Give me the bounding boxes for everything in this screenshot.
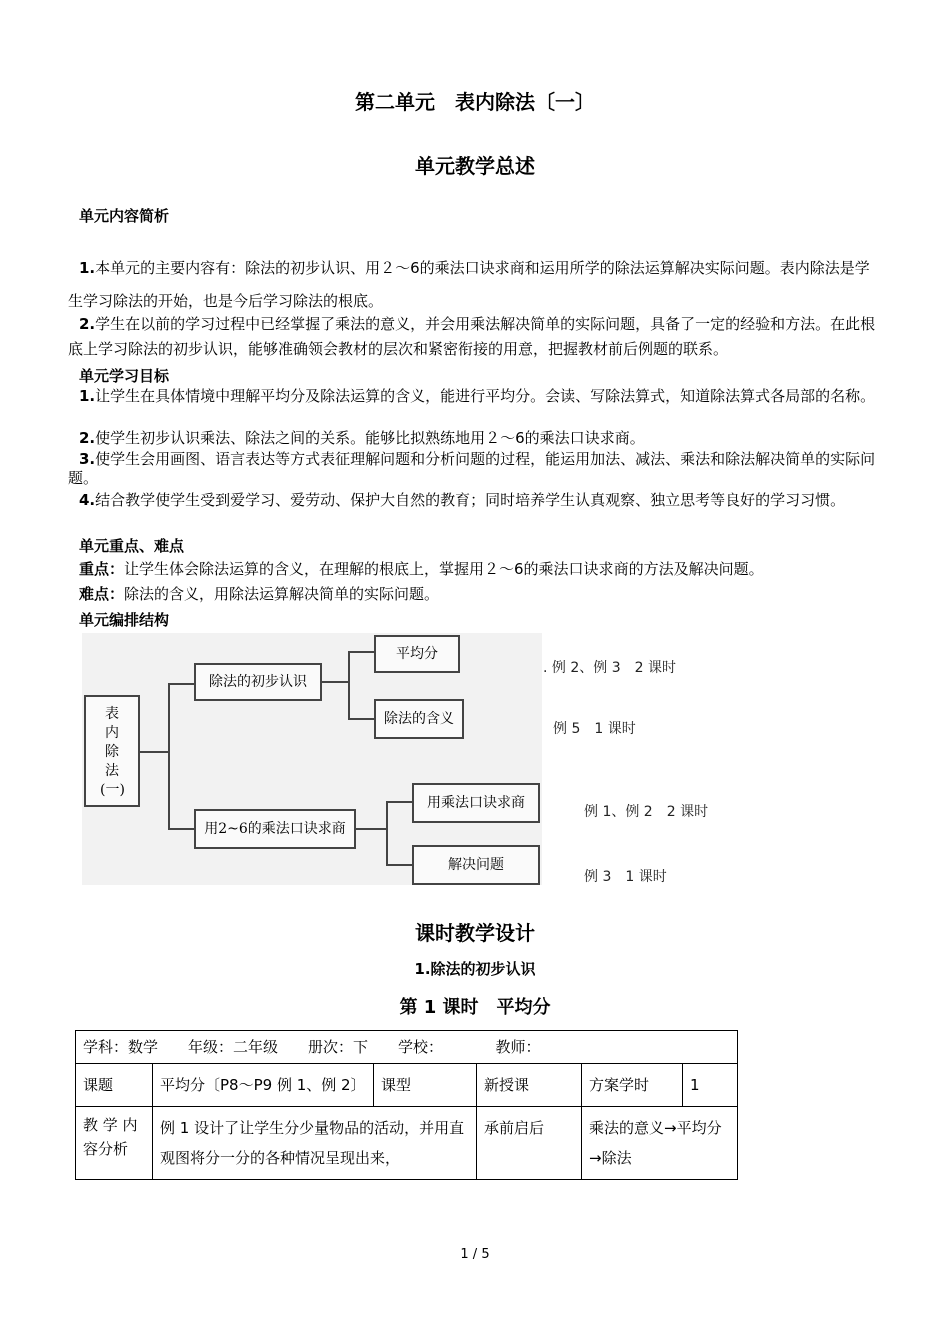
connector-line — [168, 683, 170, 829]
connector-line — [348, 718, 374, 720]
paragraph-number: 1. — [79, 259, 96, 277]
branch1-box: 除法的初步认识 — [194, 663, 322, 701]
paragraph-number: 2. — [79, 315, 96, 333]
goal-item — [68, 429, 883, 448]
table-cell: 1 — [683, 1064, 738, 1107]
connector-line — [140, 751, 168, 753]
table-row — [76, 1031, 738, 1064]
connector-line — [386, 801, 388, 865]
branch2-box: 用2~6的乘法口诀求商 — [194, 809, 356, 849]
key-label: 重点： — [79, 560, 125, 578]
table-header-cell: 学科：数学 年级：二年级 册次：下 学校： 教师： — [76, 1031, 738, 1064]
connector-line — [322, 681, 348, 683]
goal-number: 1. — [79, 387, 96, 405]
goal-text: 使学生会用画图、语言表达等方式表征理解问题和分析问题的过程，能运用加法、减法、乘法和除法解决简单的实际问题。 — [68, 450, 876, 487]
hard-text: 除法的含义，用除法运算解决简单的实际问题。 — [124, 585, 440, 603]
table-cell: 方案学时 — [582, 1064, 683, 1107]
structure-diagram — [82, 633, 542, 885]
key-text: 让学生体会除法运算的含义，在理解的根底上，掌握用２～6的乘法口诀求商的方法及解决问题。 — [124, 560, 764, 578]
goal-number: 4. — [79, 491, 96, 509]
table-cell: 例 1 设计了让学生分少量物品的活动，并用直观图将分一分的各种情况呈现出来， — [153, 1107, 477, 1180]
connector-line — [386, 801, 412, 803]
unit-title: 第二单元 表内除法〔一〕 — [355, 90, 595, 114]
paragraph-text: 学生在以前的学习过程中已经掌握了乘法的意义，并会用乘法解决简单的实际问题，具备了一定的经验和方法。在此根底上学习除法的初步认识，能够准确领会教材的层次和紧密衔接的用意，把握教材前后例题的联系。 — [68, 315, 876, 358]
goal-item — [68, 387, 883, 406]
table-cell: 乘法的意义→平均分→除法 — [582, 1107, 738, 1180]
goal-text: 结合教学使学生受到爱学习、爱劳动、保护大自然的教育；同时培养学生认真观察、独立思考等良好的学习习惯。 — [95, 491, 846, 509]
content-analysis-heading: 单元内容简析 — [79, 207, 170, 225]
page-number: 1 / 5 — [460, 1247, 490, 1262]
branch2-leaf1-box: 用乘法口诀求商 — [412, 783, 540, 823]
lesson-sub-title: 1.除法的初步认识 — [414, 960, 536, 978]
table-cell: 承前启后 — [477, 1107, 582, 1180]
table-cell: 教 学 内容分析 — [76, 1107, 153, 1180]
table-cell: 平均分〔P8～P9 例 1、例 2〕 — [153, 1064, 374, 1107]
goal-number: 2. — [79, 429, 96, 447]
table-row — [76, 1064, 738, 1107]
branch2-leaf2-box: 解决问题 — [412, 845, 540, 885]
lesson-note: 例 5 1 课时 — [553, 721, 636, 737]
hard-point — [79, 582, 894, 607]
branch1-leaf1-box: 平均分 — [374, 635, 460, 673]
goal-number: 3. — [79, 450, 96, 468]
lesson-note: 例 3 1 课时 — [584, 869, 667, 885]
lesson-design-title: 课时教学设计 — [415, 921, 535, 945]
lesson-note: 例 1、例 2 2 课时 — [584, 804, 709, 820]
root-box: 表内除法(一) — [84, 695, 140, 807]
goals-heading: 单元学习目标 — [79, 367, 170, 385]
connector-line — [348, 651, 350, 719]
content-paragraph-2 — [68, 312, 883, 362]
goal-item — [68, 450, 883, 488]
table-row — [76, 1107, 738, 1180]
lesson-note: . 例 2、例 3 2 课时 — [543, 660, 676, 676]
connector-line — [356, 828, 386, 830]
branch1-leaf2-box: 除法的含义 — [374, 699, 464, 739]
key-points-heading: 单元重点、难点 — [79, 537, 185, 555]
table-cell: 课题 — [76, 1064, 153, 1107]
goal-text: 使学生初步认识乘法、除法之间的关系。能够比拟熟练地用２～6的乘法口诀求商。 — [95, 429, 645, 447]
goal-item — [68, 491, 883, 510]
connector-line — [168, 683, 194, 685]
goal-text: 让学生在具体情境中理解平均分及除法运算的含义，能进行平均分。会读、写除法算式，知道除法算式各局部的名称。 — [95, 387, 876, 405]
hard-label: 难点： — [79, 585, 125, 603]
content-paragraph-1 — [68, 252, 883, 318]
paragraph-text: 本单元的主要内容有：除法的初步认识、用２～6的乘法口诀求商和运用所学的除法运算解决实际问题。表内除法是学生学习除法的开始，也是今后学习除法的根底。 — [68, 259, 870, 310]
connector-line — [348, 651, 374, 653]
lesson-info-table — [75, 1030, 738, 1180]
structure-heading: 单元编排结构 — [79, 611, 170, 629]
table-cell: 新授课 — [477, 1064, 582, 1107]
connector-line — [386, 864, 412, 866]
key-point — [79, 557, 894, 582]
lesson-title: 第 1 课时 平均分 — [399, 997, 551, 1018]
overview-title: 单元教学总述 — [415, 154, 535, 178]
table-cell: 课型 — [374, 1064, 477, 1107]
connector-line — [168, 828, 194, 830]
